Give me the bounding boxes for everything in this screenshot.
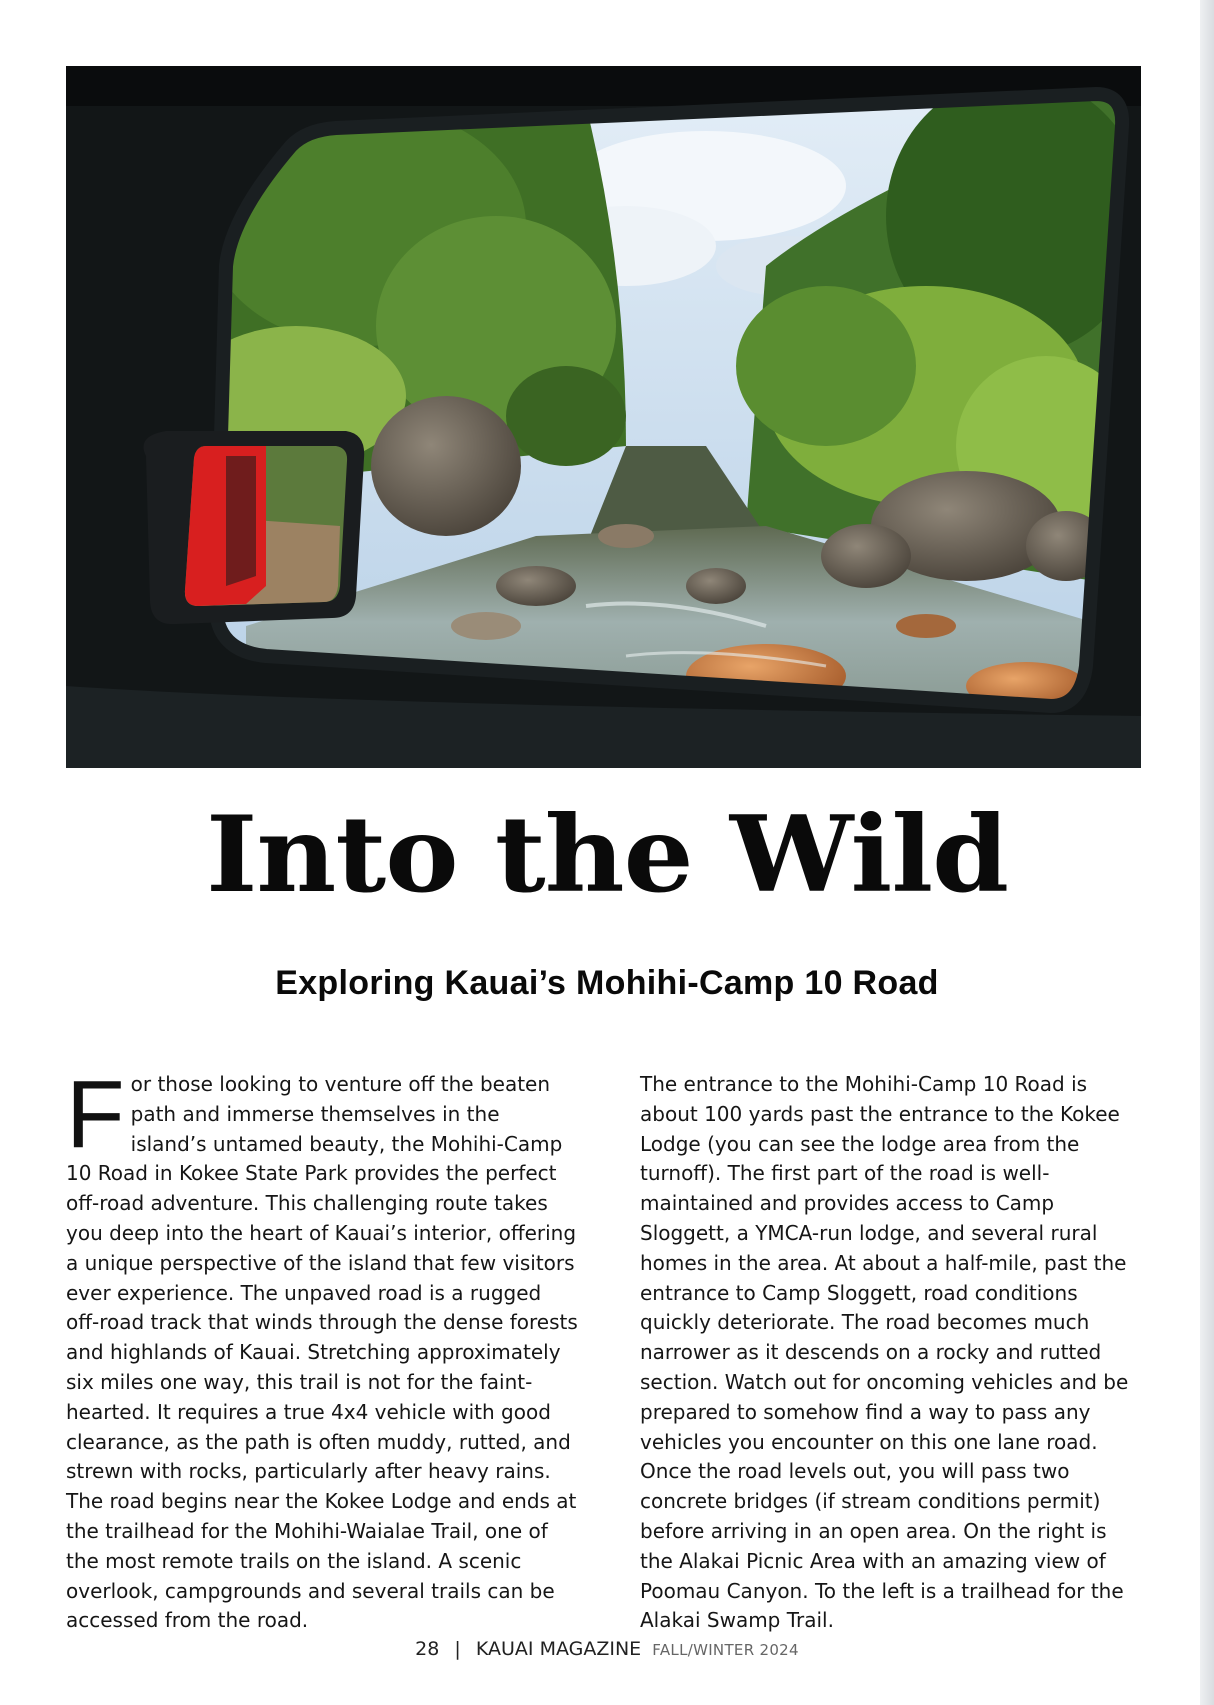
page-footer — [0, 1638, 1214, 1660]
article-column-right — [640, 1070, 1145, 1636]
article-title: Into the Wild — [205, 793, 1009, 916]
issue-season: FALL/WINTER 2024 — [652, 1641, 799, 1659]
stream-through-car-window-image — [66, 66, 1141, 768]
magazine-name: KAUAI MAGAZINE — [475, 1638, 642, 1660]
paragraph-right: The entrance to the Mohihi-Camp 10 Road is about 100 yards past the entrance to the Kokee Lodge (you can see the lodge area from the turnoff). The first part of the road is well-maintained and provides access to Camp Sloggett, a YMCA-run lodge, and several rural homes in the area. At about a half-mile, past the entrance to Camp Sloggett, road conditions quickly deteriorate. The road becomes much narrower as it descends on a rocky and rutted section. Watch out for oncoming vehicles and be prepared to somehow find a way to pass any vehicles you encounter on this one lane road. Once the road levels out, you will pass two concrete bridges (if stream conditions permit) before arriving in an open area. On the right is the Alakai Picnic Area with an amazing view of Poomau Canyon. To the left is a trailhead for the Alakai Swamp Trail. — [640, 1072, 1129, 1633]
article-subtitle: Exploring Kauai’s Mohihi-Camp 10 Road — [275, 964, 939, 1002]
drop-cap: F — [66, 1061, 125, 1168]
side-mirror — [144, 431, 365, 624]
footer-separator: | — [454, 1638, 461, 1660]
article-column-left — [66, 1061, 580, 1636]
hero-photo — [66, 66, 1141, 768]
page-number: 28 — [415, 1638, 440, 1660]
paragraph-left: or those looking to venture off the beaten path and immerse themselves in the island’s untamed beauty, the Mohihi-Camp 10 Road in Kokee State Park provides the perfect off-road adventure. This challenging route takes you deep into the heart of Kauai’s interior, offering a unique perspective of the island that few visitors ever experience. The unpaved road is a rugged off-road track that winds through the dense forests and highlands of Kauai. Stretching approximately six miles one way, this trail is not for the faint-hearted. It requires a true 4x4 vehicle with good clearance, as the path is often muddy, rutted, and strewn with rocks, particularly after heavy rains. The road begins near the Kokee Lodge and ends at the trailhead for the Mohihi-Waialae Trail, one of the most remote trails on the island. A scenic overlook, campgrounds and several trails can be accessed from the road. — [66, 1072, 578, 1633]
